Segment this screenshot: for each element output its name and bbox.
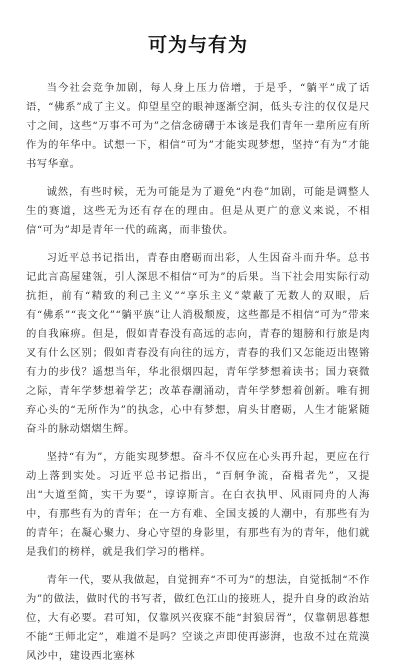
paragraph-2: 诚然，有些时候，无为可能是为了避免“内卷”加剧，可能是调整人生的赛道，这些无为还有存在的理由。但是从更广的意义来说，不相信“可为”却是青年一代的疏离，而非蛰伏。 <box>26 186 370 236</box>
paragraph-4: 坚持“有为”，方能实现梦想。奋斗不仅应在心头再升起，更应在行动上落到实处。习近平总书记指出，“百舸争流，奋楫者先”，又提出“大道至简，实干为要”，谆谆斯言。在白衣执甲、风雨同舟的人海中，有那些有为的青年；在一方有难、全国支援的人潮中，有那些有为的青年；在凝心聚力、身心守望的身影里，有那些有为的青年，他们就是我们的榜样，就是我们学习的楷样。 <box>26 451 370 558</box>
page-title: 可为与有为 <box>147 34 248 56</box>
paragraph-5: 青年一代，要从我做起，自觉拥弃“不可为”的想法，自觉抵制“不作为”的做法，做时代的书写者，做红色江山的接班人，提升自身的政治站位，大有必要。君可知，仅靠夙兴夜寐不能“封狼居胥”，仅靠朝思暮想不能“王师北定”，难道不是吗？空谈之声即使再澎湃，也敌不过在荒漠风沙中，建设西北塞林 <box>26 574 370 662</box>
paragraph-1: 当今社会竞争加剧，每人身上压力倍增，于是乎，“躺平”成了话语，“佛系”成了主义。仰望星空的眼神逐渐空洞，低头专注的仅仅是尺寸之间，这些“万事不可为”之信念磅礴于本该是我们青年一辈所应有所作为的年华中。试想一下，相信“可为”才能实现梦想，坚持“有为”才能书写华章。 <box>26 82 370 170</box>
paragraph-3: 习近平总书记指出，青春由磨砺而出彩，人生因奋斗而升华。总书记此言高屋建瓴，引人深思不相信“可为”的后果。当下社会用实际行动抗拒，前有“精致的利己主义”“享乐主义”蒙蔽了无数人的双眼，后有“佛系”“丧文化”“躺平族”让人消极颓废，这些都是不相信“可为”带来的自我麻痹。但是，假如青春没有高远的志向，青春的翅膀和行旅是肉叉有什么区别；假如青春没有向往的远方，青春的我们又怎能迈出铿锵有力的步伐？遥想当年，华北很烟四起，青年学梦想着读书；国力衰微之际，青年学梦想着学艺；改革春潮涌动，青年学梦想着创新。唯有拥弃心头的“无所作为”的执念，心中有梦想，肩头甘磨砺，人生才能紧随奋斗的脉动熠熠生辉。 <box>26 252 370 435</box>
